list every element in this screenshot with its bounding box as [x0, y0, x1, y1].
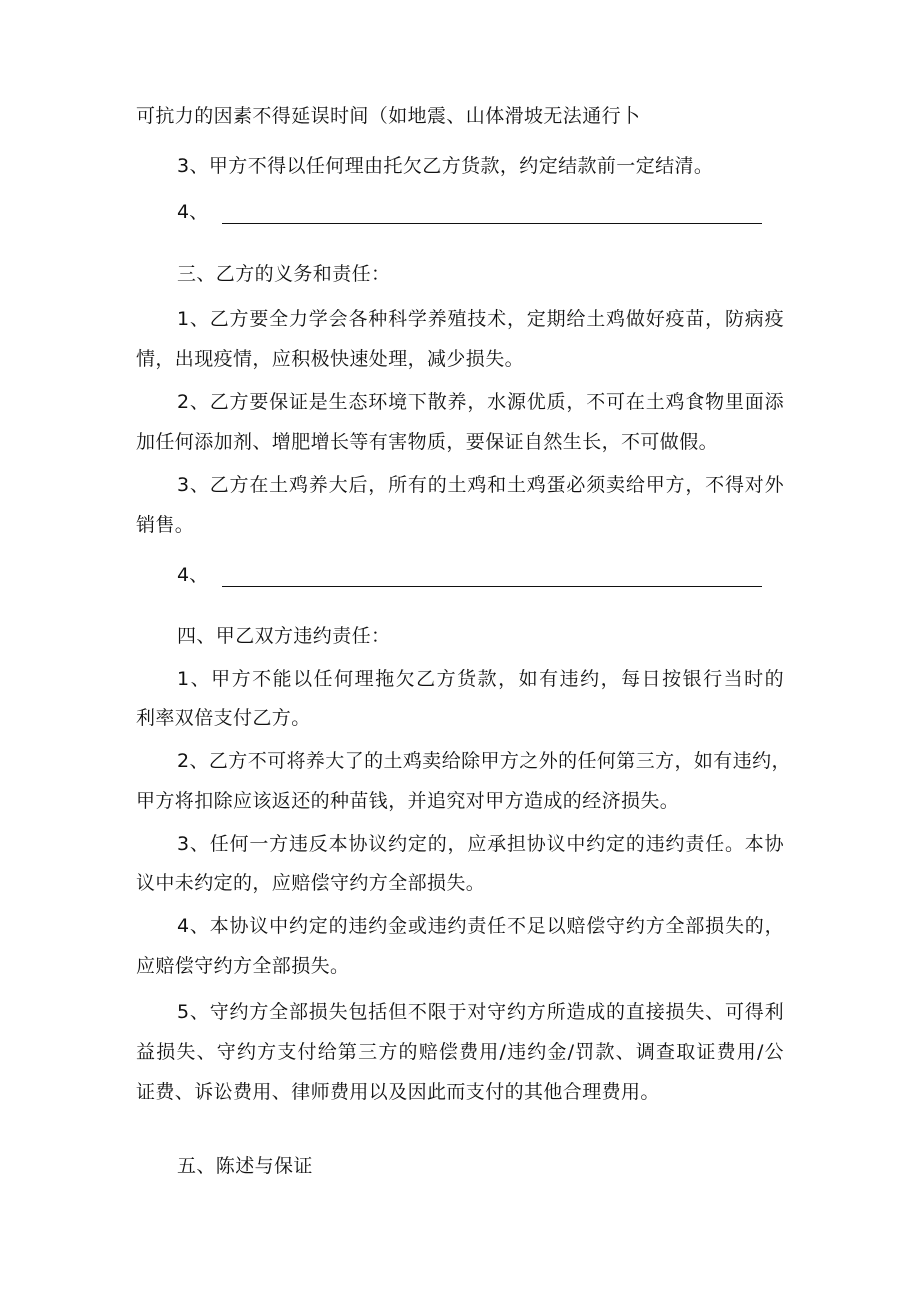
clause-b3-line2: 销售。: [136, 514, 195, 536]
clause-c3-line2: 议中未约定的，应赔偿守约方全部损失。: [136, 872, 486, 894]
clause-c5-line2: 益损失、守约方支付给第三方的赔偿费用/违约金/罚款、调查取证费用/公: [136, 1041, 784, 1063]
clause-b4-blank: [177, 563, 762, 587]
clause-a4-blank: [177, 200, 762, 224]
clause-c5-line3: 证费、诉讼费用、律师费用以及因此而支付的其他合理费用。: [136, 1081, 660, 1103]
clause-a3: 3、甲方不得以任何理由托欠乙方货款，约定结款前一定结清。: [177, 155, 714, 177]
clause-b1-line1: 1、乙方要全力学会各种科学养殖技术，定期给土鸡做好疫苗，防病疫: [177, 308, 784, 330]
clause-a4-number: 4、: [177, 201, 209, 223]
clause-c3-line1: 3、任何一方违反本协议约定的，应承担协议中约定的违约责任。本协: [177, 833, 784, 855]
clause-b2-line2: 加任何添加剂、增肥增长等有害物质，要保证自然生长，不可做假。: [136, 431, 719, 453]
clause-c5-line1: 5、守约方全部损失包括但不限于对守约方所造成的直接损失、可得利: [177, 1001, 784, 1023]
clause-b2-line1: 2、乙方要保证是生态环境下散养，水源优质，不可在土鸡食物里面添: [177, 391, 784, 413]
clause-c4-line1: 4、本协议中约定的违约金或违约责任不足以赔偿守约方全部损失的，: [177, 915, 784, 937]
clause-b3-line1: 3、乙方在土鸡养大后，所有的土鸡和土鸡蛋必须卖给甲方，不得对外: [177, 474, 784, 496]
clause-c2-line1: 2、乙方不可将养大了的土鸡卖给除甲方之外的任何第三方，如有违约，: [177, 750, 791, 772]
clause-c1-line1: 1、甲方不能以任何理拖欠乙方货款，如有违约，每日按银行当时的: [177, 668, 784, 690]
clause-c2-line2: 甲方将扣除应该返还的种苗钱，并追究对甲方造成的经济损失。: [136, 790, 680, 812]
clause-c4-line2: 应赔偿守约方全部损失。: [136, 955, 350, 977]
clause-b4-number: 4、: [177, 564, 209, 586]
clause-c1-line2: 利率双倍支付乙方。: [136, 707, 311, 729]
section-3-heading: 三、乙方的义务和责任：: [177, 263, 391, 285]
paragraph-line: 可抗力的因素不得延误时间（如地震、山体滑坡无法通行卜: [136, 105, 641, 127]
section-4-heading: 四、甲乙双方违约责任：: [177, 625, 391, 647]
fill-in-blank-line: [222, 568, 762, 587]
section-5-heading: 五、陈述与保证: [177, 1155, 313, 1177]
fill-in-blank-line: [222, 205, 762, 224]
clause-b1-line2: 情，出现疫情，应积极快速处理，减少损失。: [136, 348, 525, 370]
